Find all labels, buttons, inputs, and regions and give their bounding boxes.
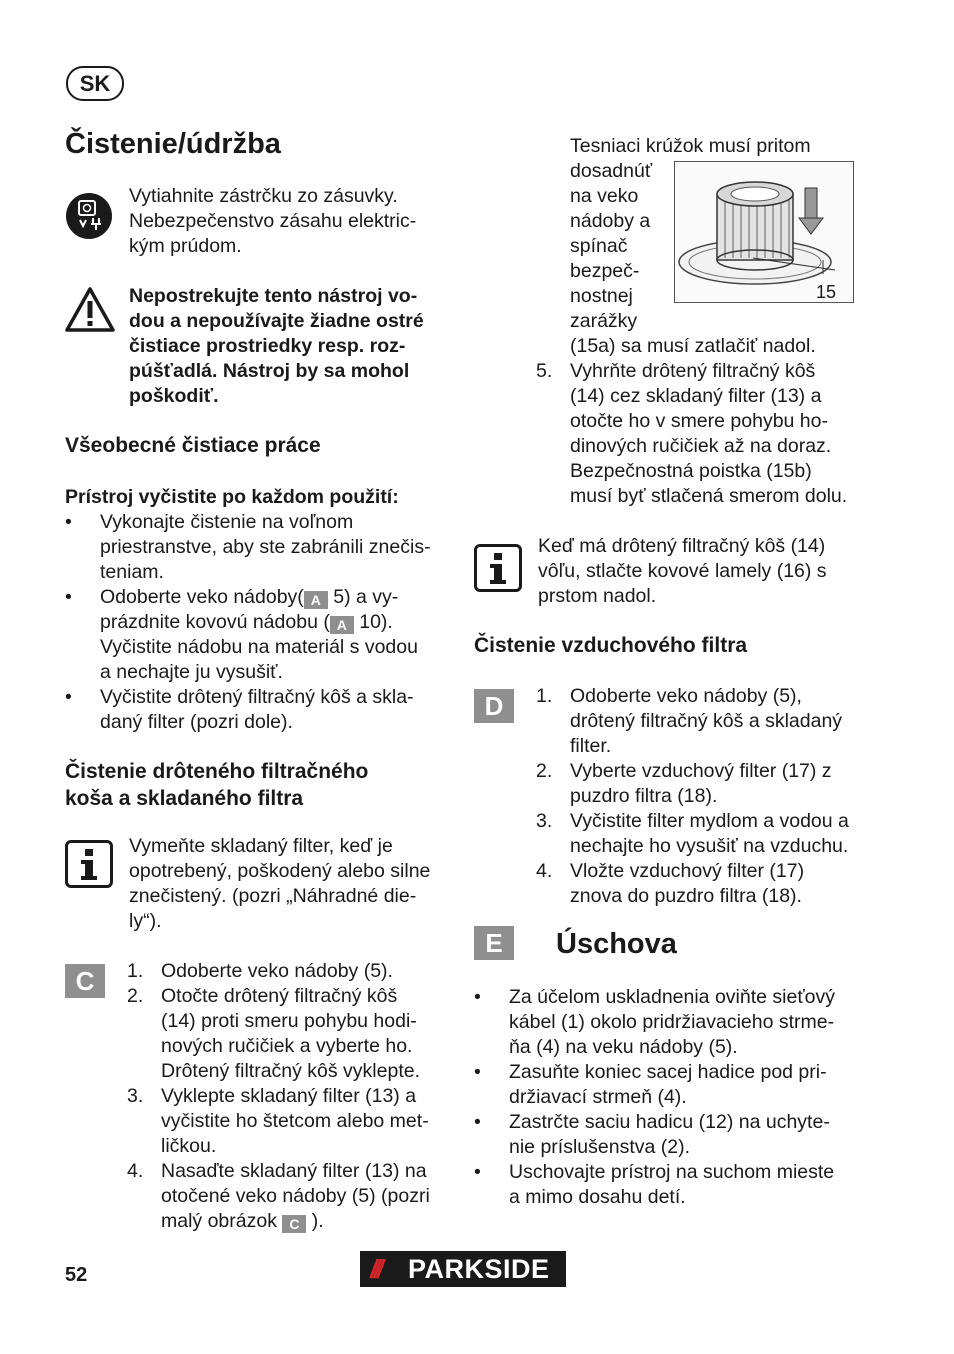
info-icon [474,544,522,592]
list-item: • Za účelom uskladnenia oviňte sieťový kábel (1) okolo pridržiavacieho strme- ňa (4) na veku nádoby (5). [474,986,835,1058]
list-item: • Odoberte veko nádoby( A 5) a vy- prázdnite kovovú nádobu ( A 10). Vyčistite nádobu na materiál s vodou a nechajte ju vysušiť. [65,586,418,683]
warning-notice: Nepostrekujte tento nástroj vo- dou a nepoužívajte žiadne ostré čistiace prostriedky resp. roz- púšťadlá. Nástroj by sa mohol poškodiť. [129,285,424,407]
page-number: 52 [65,1264,88,1286]
general-list [65,510,455,735]
list-item: 1. Odoberte veko nádoby (5), drôtený filtračný kôš a skladaný filter. [536,685,843,757]
storage-list [474,985,874,1210]
info-notice: Vymeňte skladaný filter, keď je opotrebený, poškodený alebo silne znečistený. (pozri „Náhradné die- ly“). [129,835,431,932]
list-item: 1. Odoberte veko nádoby (5). [127,960,393,982]
unplug-icon [65,192,113,240]
list-item: 5. Vyhrňte drôtený filtračný kôš (14) cez skladaný filter (13) a otočte ho v smere pohybu ho- dinových ručičiek až na doraz. Bezpečnostná poistka (15b) musí byť stlačená smerom dolu. [536,360,848,507]
filter-cleaning-heading: Čistenie drôteného filtračného koša a skladaného filtra [65,760,369,810]
list-item: • Vykonajte čistenie na voľnom priestranstve, aby ste zabránili znečis- teniam. [65,511,431,583]
step-5-list [536,359,866,509]
air-filter-heading: Čistenie vzduchového filtra [474,634,748,657]
c-steps-list [127,959,457,1234]
list-item: • Zasuňte koniec sacej hadice pod pri- držiavací strmeň (4). [474,1061,827,1108]
section-e-tag: E [474,926,514,960]
page-title: Čistenie/údržba [65,128,281,160]
general-cleaning-heading: Všeobecné čistiace práce [65,434,321,457]
section-c-tag: C [65,964,105,998]
info-notice: Keď má drôtený filtračný kôš (14) vôľu, stlačte kovové lamely (16) s prstom nadol. [538,535,827,607]
figure-a-tag: A [330,616,354,634]
logo-slashes: /// [370,1254,380,1284]
storage-title: Úschova [556,928,677,960]
list-item: 3. Vyčistite filter mydlom a vodou a nechajte ho vysušiť na vzduchu. [536,810,849,857]
general-lead: Prístroj vyčistite po každom použití: [65,486,399,508]
unplug-notice: Vytiahnite zástrčku zo zásuvky. Nebezpečenstvo zásahu elektric- kým prúdom. [129,185,417,257]
list-item: • Zastrčte saciu hadicu (12) na uchyte- nie príslušenstva (2). [474,1111,830,1158]
figure-label: 15 [816,282,837,302]
list-item: 4. Vložte vzduchový filter (17) znova do puzdro filtra (18). [536,860,805,907]
parkside-logo [360,1251,566,1287]
list-item: 4. Nasaďte skladaný filter (13) na otočené veko nádoby (5) (pozri malý obrázok C ). [127,1160,430,1232]
list-item: • Vyčistite drôtený filtračný kôš a skla- daný filter (pozri dole). [65,686,414,733]
warning-icon [64,286,116,334]
d-steps-list [536,684,866,909]
logo-text: PARKSIDE [408,1254,550,1284]
figure-a-tag: A [304,591,328,609]
list-item: • Uschovajte prístroj na suchom mieste a mimo dosahu detí. [474,1161,835,1208]
filter-lid-illustration [674,161,854,303]
language-badge: SK [66,66,124,101]
list-item: 2. Otočte drôtený filtračný kôš (14) proti smeru pohybu hodi- nových ručičiek a vyberte ho. Drôtený filtračný kôš vyklepte. [127,985,421,1082]
continued-text: Tesniaci krúžok musí pritom dosadnúť na veko nádoby a spínač bezpeč- nostnej zarážky (15a) sa musí zatlačiť nadol. [570,135,816,357]
list-item: 2. Vyberte vzduchový filter (17) z puzdro filtra (18). [536,760,832,807]
info-icon [65,840,113,888]
figure-c-tag: C [282,1215,306,1233]
list-item: 3. Vyklepte skladaný filter (13) a vyčistite ho štetcom alebo met- ličkou. [127,1085,429,1157]
section-d-tag: D [474,689,514,723]
